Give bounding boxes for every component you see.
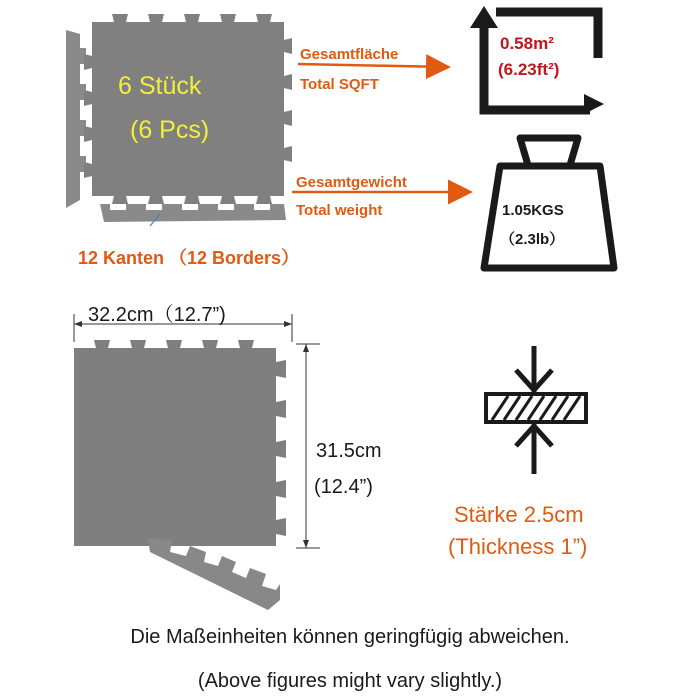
tile-width-label: 32.2cm（12.7”) — [88, 304, 226, 326]
footer-disclaimer-en: (Above figures might vary slightly.) — [197, 670, 503, 692]
detached-border-strip — [148, 538, 280, 610]
tile-height-cm-label: 31.5cm — [316, 440, 382, 462]
area-value-m2: 0.58m² — [500, 34, 554, 53]
area-label-en: Total SQFT — [300, 76, 379, 93]
thickness-icon — [486, 346, 586, 474]
area-value-ft2: (6.23ft²) — [498, 60, 560, 79]
weight-label-de: Gesamtgewicht — [296, 174, 407, 191]
weight-value-lb: （2.3lb） — [500, 231, 565, 248]
borders-caption: 12 Kanten （12 Borders） — [78, 248, 300, 268]
area-label-de: Gesamtfläche — [300, 46, 399, 63]
top-mat-tile — [84, 14, 292, 204]
tile-height-in-label: (12.4”) — [314, 476, 373, 498]
area-arrow — [298, 64, 446, 67]
tile-count-label: 6 Stück — [118, 72, 202, 100]
weight-label-en: Total weight — [296, 202, 383, 219]
thickness-label-de: Stärke 2.5cm — [454, 502, 584, 527]
thickness-label-en: (Thickness 1”) — [448, 534, 588, 559]
weight-value-kg: 1.05KGS — [502, 202, 564, 219]
bottom-border-strip — [100, 204, 286, 222]
large-mat-tile — [74, 340, 286, 546]
measured-mat-tile — [74, 314, 320, 610]
tile-count-pcs-label: (6 Pcs) — [130, 116, 210, 144]
footer-disclaimer-de: Die Maßeinheiten können geringfügig abweichen. — [130, 626, 570, 648]
left-border-strip — [66, 30, 86, 208]
